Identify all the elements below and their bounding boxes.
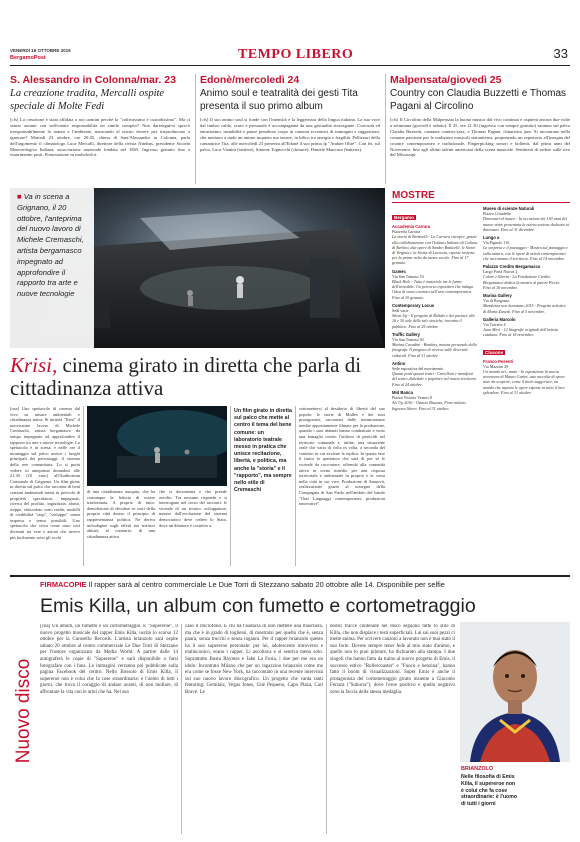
krisi-col-4: sottomettersi al desiderio di libertà del suo popolo; le storie di Mulles e dei suoi protagonisti, raccontati dalle testimonianze inedite appositamente filmate per la produzione, quando i suoi abitanti hanno combattuto e vinto una battaglia contro l'utilizzo di pesticidi nel territorio comunale e, infine, una situazione reale che varia di volta in volta, a seconda del contesto in cui avviene la replica. In questa fase il frutto lo spettatore che sarà di per sé le vicende da raccontare, offrendo alla comunità attiva in scena rimedio per una risposta territoriale e ambientale in proprio e la corsa nella città in cui vive. Produzione di Smuovit, realizzazione grazie al sostegno della Compagnia di San Paolo nell'ambito del bando "Oraf Linguaggi contemporanei, produzioni innovative". <box>299 406 385 507</box>
article-headline: Malpensata/giovedì 25 <box>390 74 502 86</box>
mostre-text: Mambrina non buonismo 2015 - Progetto artistico di Marta Zanetti. Fino al 5 novembre. <box>483 303 566 314</box>
photo-caption-box <box>10 188 94 348</box>
krisi-pullquote: Un film girato in diretta sul palco che mette al centro il tema del bene comune: un laboratorio teatrale messo in pratica che unisce recitazione, libertà, e politica, ma anche la "storia" e il "rapporto", ma sempre nello stile di Cremaschi <box>234 408 292 494</box>
vertical-label-text: Nuovo disco <box>13 658 34 764</box>
caption-bullet-icon: ■ <box>17 192 24 201</box>
mostre-address: Piazzetta Carrara <box>392 229 421 235</box>
mostre-venue: Franco Pesenti <box>483 358 514 364</box>
krisi-headline <box>10 354 385 400</box>
firmacopie-strap <box>40 580 570 589</box>
mostre-address: Via San Tomaso 92 <box>392 337 424 343</box>
article-edone <box>200 74 380 152</box>
mostre-venue: Gamec <box>392 268 406 274</box>
mostre-venue: Mid Banca <box>392 389 413 395</box>
photo-caption: Va in scena a Grignano, il 20 ottobre, l'anteprima del nuovo lavoro di Michele Cremaschi, artista bergamasco impegnato ad approfondire il rapporto tra arte e nuove tecnologie <box>17 192 84 299</box>
mostre-venue: Museo di scienze Naturali <box>483 206 535 211</box>
mostre-venue: Accademia Carrara <box>392 224 431 229</box>
mostre-address: Via di Borgomo <box>483 298 510 304</box>
mostre-address: Via San Tomaso 53 <box>392 273 424 279</box>
krisi-headline-rest: cinema girato in diretta che parla di cittadinanza attiva <box>10 353 362 400</box>
emis-killa-headline: Emis Killa, un album con fumetto e cortometraggio <box>40 595 476 617</box>
mostre-address: Piazza Vittorio Veneto 8 <box>392 395 432 401</box>
emis-col-2: caso il microfono. E chi ha l'audacia di non mettere una maschera, ma che è in grado di togliersi, di mostrarsi per quello che è, senza paura, senza trucchi e senza inganni. Per il rapper brianzolo questo ha il suo supereroe personale: per lui, adolescente introverso e malinconico, erano i rapper. Li ascoltava e si sentiva meno solo. Soprattutto Busta Rhymes e Jake La Furia, i due per me era un idolo. Incontrato Milano che per un ragazzino brianzolo come me era come se fosse New York, ha raccontato in una recente intervista sul suo nuovo lavoro discografico. Un progetto che vanta tanti featuring: Gemitaiz, Vegas Jones, Gué Pequeno, Capo Plaza, Carl Brave. Le <box>185 624 323 695</box>
mostre-address: Largo Porta Nuova 2 <box>483 269 518 275</box>
article-subhead: Animo soul e teatralità dei gesti Tita presenta il suo primo album <box>200 88 358 112</box>
krisi-col-1: [cna] Uno spettacolo di cinema dal vivo su misure ambientali e cittadinanza attiva. Si intitola "Krisi" il nuovissimo lavoro di Michele Cremaschi, artista bergamasco da tempo impegnato ad approfondire il rapporto tra arte e nuove tecnologie. Lo spettacolo è in scena, e nelle ore il montaggio sul palco unisce i luoghi principali dei personaggi: il sistema della rete comunitaria. Lo si potrà vedere in anteprima dotandosi alle 21.30 (10 euro) all'Auditorium Comunale di Grignano. Un film girato in diretta sul palco che racconta di beni comuni ambientali messi in pericolo di proprietà speculatori, impegnate, ricerca del profitto, ingiustizia, abuso, troppe, sbriciolato sotto realtà, modelli di credibilità "stop", "sviluppo" senza impresa o senso possibili. Uno spettacolo che cerca come sono così divenuti tra vere e azioni che invece più facilmente sotto gli occhi <box>10 406 80 540</box>
mostre-text: Colore e libertà - La Fondazione Credito Bergamasco dedica la mostra al pittore Piccio. Fino al 16 novembre. <box>483 274 561 290</box>
article-body: [cfs] Il Circolino della Malpensata la buona musica dal vivo continua e ospiterà ancora due volte a settimana (giovedì e sabato). Il 25, ore 21.30 (ingresso con sempre gratuito) saranno sul palco Claudia Buzzetti, cantante country-jazz, e Thomas Pagani, chitarrista jazz. Si incontrano nella comune passione per le tradizioni musicali statunitensi, proponendo un repertorio all'insegna del country contemporaneo e tradizionale. Fingerpicking sonori e bollenti, dal primi anni del Novecento, fino agli ultimi talenti americani della scena musicale. Sembrerà di sedere sulle rive del Mississipi. <box>390 117 570 158</box>
mostre-title: MOSTRE <box>392 190 570 203</box>
mostre-venue: Palazzo Credito Bergamasco <box>483 264 541 270</box>
krisi-stage-photo <box>10 188 385 348</box>
page-number: 33 <box>553 46 568 61</box>
header-date: VENERDÌ 16 OTTOBRE 2015 <box>10 48 71 53</box>
mostre-text: Art Up 2016 - Ottavio Bisanzo, Fiore milano. Ingresso libero. Fino al 31 ottobre. <box>392 400 467 411</box>
article-body: [cfs] La creazione è stata affidata a noi uomini perché la "coltivassimo e custodissimo". Ma ci siamo assunti con sufficiente responsabilità un simile compito? Non dareseguirsi sprecò irresponsabilmente la natura e l'ambiente, mancando al nostro dovere per irriproducono o ignorare? Martedì 23 ottobre, ore 20.45, chiesa di Sant'Alessandro in Colonna, parla dell'argomento il climatologo Luca Mercalli, direttore della rivista Nimbus, presidente Società Meteorologica Italiana, associazione nazionale fondata nel 1865. Ingresso gratuito fino a esaurimento posti. Prenotazione su moltefedi.it. <box>10 117 190 158</box>
section-title: TEMPO LIBERO <box>238 47 354 62</box>
article-malpensata <box>390 74 570 158</box>
mostre-city: Clusone <box>485 349 504 355</box>
mostre-address: Piazza Cittadella <box>483 211 511 217</box>
mostre-address: Sede espositiva del movimento <box>392 366 444 372</box>
mostre-column-right <box>483 206 569 414</box>
inner-photo-illustration <box>87 406 227 486</box>
article-headline: S. Alessandro in Colonna/mar. 23 <box>10 74 176 86</box>
mostre-venue: Contemporary Locus <box>392 302 435 308</box>
page-header <box>10 44 570 66</box>
mostre-address: Via Pignolo 116 <box>483 240 510 246</box>
mostre-city: Bergamo <box>394 215 414 220</box>
article-body: [cfs] Il suo animo soul si fonde con l'intensità e la leggerezza della lingua italiana. La sua voce dal timbro caldo, scuro e personale è accompagnata da una gestualità stravagante. Curiosità ed entusiasmo, instabilità e pause prendono corpo in canzoni eccentrici di immagini e suggestioni, che mettono a nudo un animo inquieto ma tenace, in bilico tra energia e fragilità. Pellizzari della cantautrice Tita, alle mercoledì 23 presenta all'Edonè il suo primo lp "Andare Oltre". Con lei, sul palco, Luca Vianini (tastiere), Simone Tognocchi (chitarre), Daniele Mancuso (batteria). <box>200 117 380 152</box>
firmacopie-strap-text: Il rapper sarà al centro commerciale Le Due Torri di Stezzano sabato 20 ottobre alle 14. Disponibile per selfie <box>88 580 445 589</box>
mostre-venue: Galleria Marcolo <box>483 316 516 322</box>
krisi-col-3: che si documenta e che prende ascolto. Tra nessuno risponde e si interrogano nel corso dei racconti: le vicende di un tecnico sviluppatore, mentre dall'evoluzione del sistema democratico deve cedere lo Stato, dove un dittatore è costretto a <box>159 489 227 528</box>
krisi-headline-italic: Krisi, <box>10 353 58 377</box>
portrait-illustration <box>460 622 570 762</box>
mostre-address: Via Torrette 4 <box>483 322 506 328</box>
mostre-venue: Traffic Gallery <box>392 331 420 337</box>
firmacopie-label: FIRMACOPIE <box>40 580 87 589</box>
mostre-sidebar <box>392 190 570 570</box>
article-subhead: Country con Claudia Buzzetti e Thomas Pagani al Circolino <box>390 88 567 112</box>
firmacopie-top-rule <box>10 575 570 577</box>
mostre-text: Un mondo art...mato - In esposizione la nuova avventura di Mauro Gurini, una raccolta di opere tutte da scoprire, come il titolo suggerisce, un mondo che aspetta le opere esposte in tutto il loro splendore. Fino al 31 ottobre. <box>483 369 565 395</box>
header-paper: BergamoPost <box>10 55 46 61</box>
mostre-text: La storia di Bertinelli - La Carrara riscopre, grazie alla collaborazione con l'Istituto Italiano di Cultura di Berlino, due opere di Sandro Botticelli, le Storie di Virginia e la Storia di Lucrezia, esposte insieme per la prima volta da mezzo secolo. Fino al 17 gennaio. <box>392 234 478 266</box>
emis-col-1: [cna] Un album, un fumetto e un cortometraggio. È "Supereroe", il nuovo progetto musicale del rapper Emis Killa, uscito lo scorso 12 ottobre per la Carosello Records. L'artista brianzolo sarà ospite sabato 20 ottobre al centro commerciale Le Due Torri di Stezzano per l'instore organizzato da Media World. A partire dalle 14 autograferà le copie di "Supereroe" e sarà disponibile a farsi fotografare con i fans. Le immagini verranno poi pubblicate sulla pagina Facebook del centro. Nello Bossolo di Emis Killa, il supereroe non è colui che fa cose straordinarie: è l'uomo di tutti i giorni, che trova il coraggio di andare avanti, di non mollare, di affrontare la vita con le armi che ha. Nel suo <box>40 624 178 695</box>
caption-text: Nelle filosofia di Emis Killa, il supereroe non è colui che fa cose straordinarie: è l'uomo di tutti i giorni <box>461 774 518 808</box>
mostre-text: La sorpresa e il paesaggio - Mostra sul paesaggio e sulla natura, con le opere di artisti contemporanei che raccontano il territorio. Fino al 14 novembre. <box>483 245 569 261</box>
krisi-inner-photo <box>87 406 227 486</box>
caption-title: BRIANZOLO <box>461 766 494 772</box>
mostre-text: Dinosauri al museo - In occasione dei 150 anni del museo viene presentata la nuova sezione dedicata ai dinosauri. Fino al 31 dicembre. <box>483 216 569 232</box>
mostre-text: Marina Cavadini - Bombay, mostra personale della fotografa. Il progetto di ricerca sulle diversità culturali. Fino al 31 ottobre. <box>392 342 477 358</box>
article-headline: Edonè/mercoledì 24 <box>200 74 300 86</box>
mostre-venue: Marina Gallery <box>483 293 512 299</box>
mostre-text: Juan Miró - 12 litografie originali dell'artista catalano. Fino al 18 novembre. <box>483 327 559 338</box>
mostre-text: Black Hole - Tutto è materiale tra le forme dell'invisibile. Un percorso espositivo che indaga l'idea di vuoto cosmico nell'arte contemporanea. Fino al 10 gennaio. <box>392 279 473 300</box>
mostre-address: Sedi varie <box>392 308 409 314</box>
vertical-section-label <box>4 600 32 830</box>
mostre-venue: Lungo a <box>483 235 500 241</box>
krisi-col-2: di una cittadinanza assopita, che ha comunque la fiducia di essere trasformata. A proprio di tutto: demolizione di decidere se sorti della propria città dentro il principio di rappresentanza politica. Ne deriva un'indagine sugli effetti nei territori abitati, al contrario, di una cittadinanza attiva <box>87 489 155 539</box>
mostre-text: Quanti posti quanti teatri - Cartelloni e manifesti del teatro dialettale e popolare nel nostro territorio. Fino al 24 ottobre. <box>392 371 478 387</box>
emis-photo-caption <box>461 766 517 808</box>
mostre-address: Via Mazzini 29 <box>483 363 509 369</box>
mostre-text: Silent Up - Il progetto di Boltalo e dei partner, alle 16 e 30 sale delle sale storiche, incontra il pubblico. Fino al 25 ottobre. <box>392 313 476 329</box>
mostre-column-left <box>392 206 478 414</box>
article-subhead: La creazione tradita, Mercalli ospite speciale di Molte Fedi <box>10 88 165 112</box>
article-sant-alessandro <box>10 74 190 158</box>
mostre-venue: Antino <box>392 360 406 366</box>
emis-col-3: dodici tracce contenute nel disco seguono tutte lo stile di Killa, che non dispiace i testi superficiali. Lui sui suoi pezzi ci mette anima. Per scrivere canzoni a lavorato non è mai stato il suo forte. Dovete sempre tener fede al mio stato d'animo, e quello non lo puoi pilotare, ha dichiarato alla stampa. I due singoli che hanno fatto da traino al nuovo progetto di Emis, il successo estivo "Rollercoaster" e "Fuoco e benzina", hanno fatto il boom di visualizzazioni. Super Emis è anche il protagonista del cortometraggio girato insieme a Giacomo Ferrara ("Suburra"), dove l'eroe positivo e quello negativo sono la faccia della stessa medaglia. <box>330 624 455 695</box>
emis-killa-photo <box>460 622 570 762</box>
